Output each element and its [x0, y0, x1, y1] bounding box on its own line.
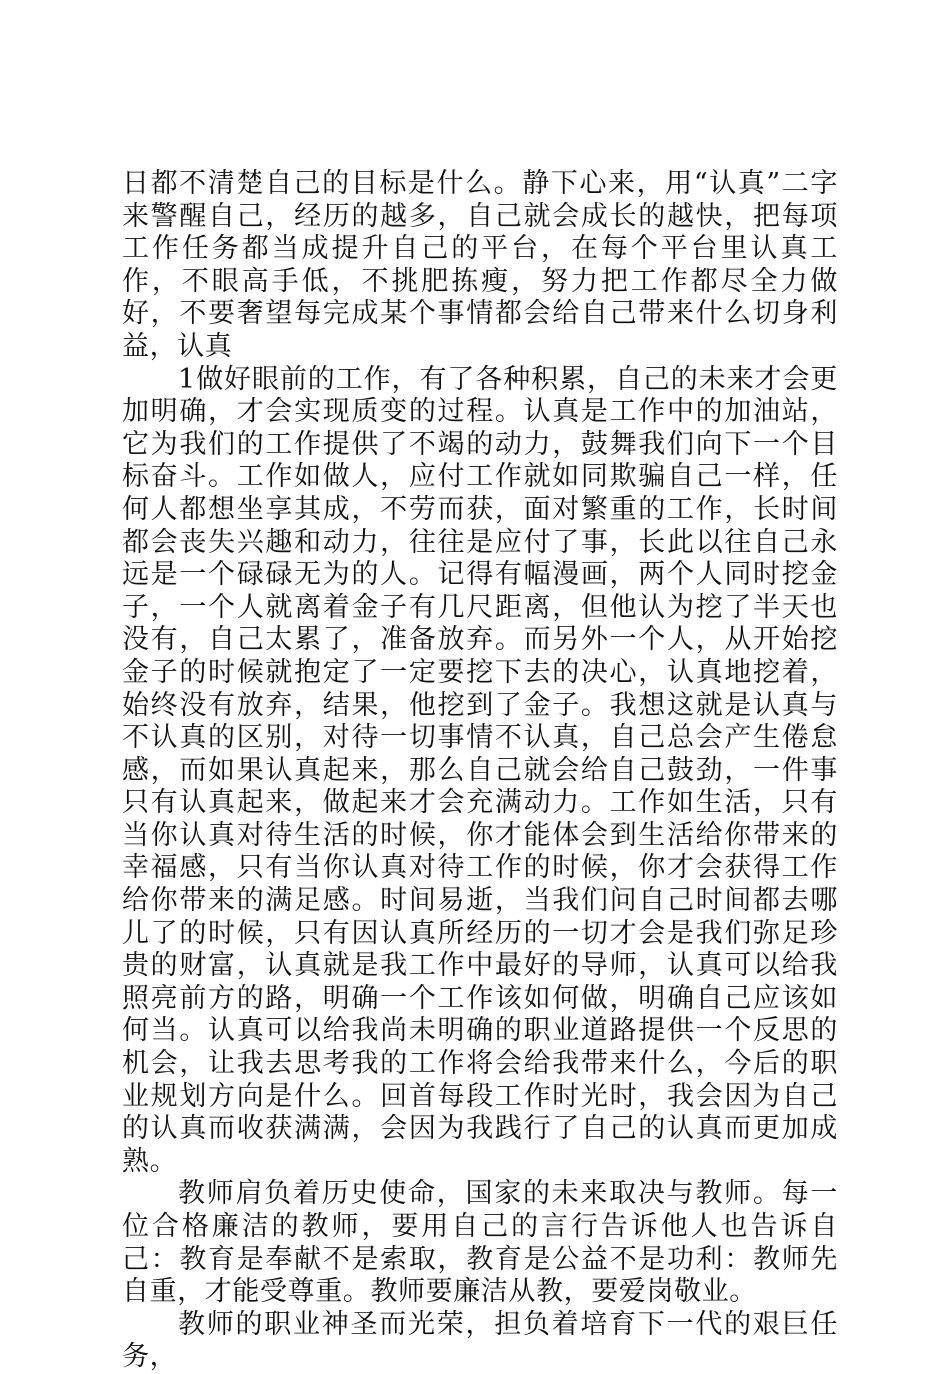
document-body	[122, 168, 838, 1374]
paragraph-4: 教师的职业神圣而光荣，担负着培育下一代的艰巨任务，	[122, 1308, 838, 1373]
paragraph-1: 日都不清楚自己的目标是什么。静下心来，用“认真”二字来警醒自己，经历的越多，自己就会成长的越快，把每项工作任务都当成提升自己的平台，在每个平台里认真工作，不眼高手低，不挑肥拣瘦，努力把工作都尽全力做好，不要奢望每完成某个事情都会给自己带来什么切身利益，认真	[122, 168, 838, 362]
paragraph-2: 1做好眼前的工作，有了各种积累，自己的未来才会更加明确，才会实现质变的过程。认真是工作中的加油站，它为我们的工作提供了不竭的动力，鼓舞我们向下一个目标奋斗。工作如做人，应付工作就如同欺骗自己一样，任何人都想坐享其成，不劳而获，面对繁重的工作，长时间都会丧失兴趣和动力，往往是应付了事，长此以往自己永远是一个碌碌无为的人。记得有幅漫画，两个人同时挖金子，一个人就离着金子有几尺距离，但他认为挖了半天也没有，自己太累了，准备放弃。而另外一个人，从开始挖金子的时候就抱定了一定要挖下去的决心，认真地挖着，始终没有放弃，结果，他挖到了金子。我想这就是认真与不认真的区别，对待一切事情不认真，自己总会产生倦怠感，而如果认真起来，那么自己就会给自己鼓劲，一件事只有认真起来，做起来才会充满动力。工作如生活，只有当你认真对待生活的时候，你才能体会到生活给你带来的幸福感，只有当你认真对待工作的时候，你才会获得工作给你带来的满足感。时间易逝，当我们问自己时间都去哪儿了的时候，只有因认真所经历的一切才会是我们弥足珍贵的财富，认真就是我工作中最好的导师，认真可以给我照亮前方的路，明确一个工作该如何做，明确自己应该如何当。认真可以给我尚未明确的职业道路提供一个反思的机会，让我去思考我的工作将会给我带来什么，今后的职业规划方向是什么。回首每段工作时光时，我会因为自己的认真而收获满满，会因为我践行了自己的认真而更加成熟。	[122, 363, 838, 1177]
paragraph-3: 教师肩负着历史使命，国家的未来取决与教师。每一位合格廉洁的教师，要用自己的言行告诉他人也告诉自己：教育是奉献不是索取，教育是公益不是功利：教师先自重，才能受尊重。教师要廉洁从教，要爱岗敬业。	[122, 1178, 838, 1308]
